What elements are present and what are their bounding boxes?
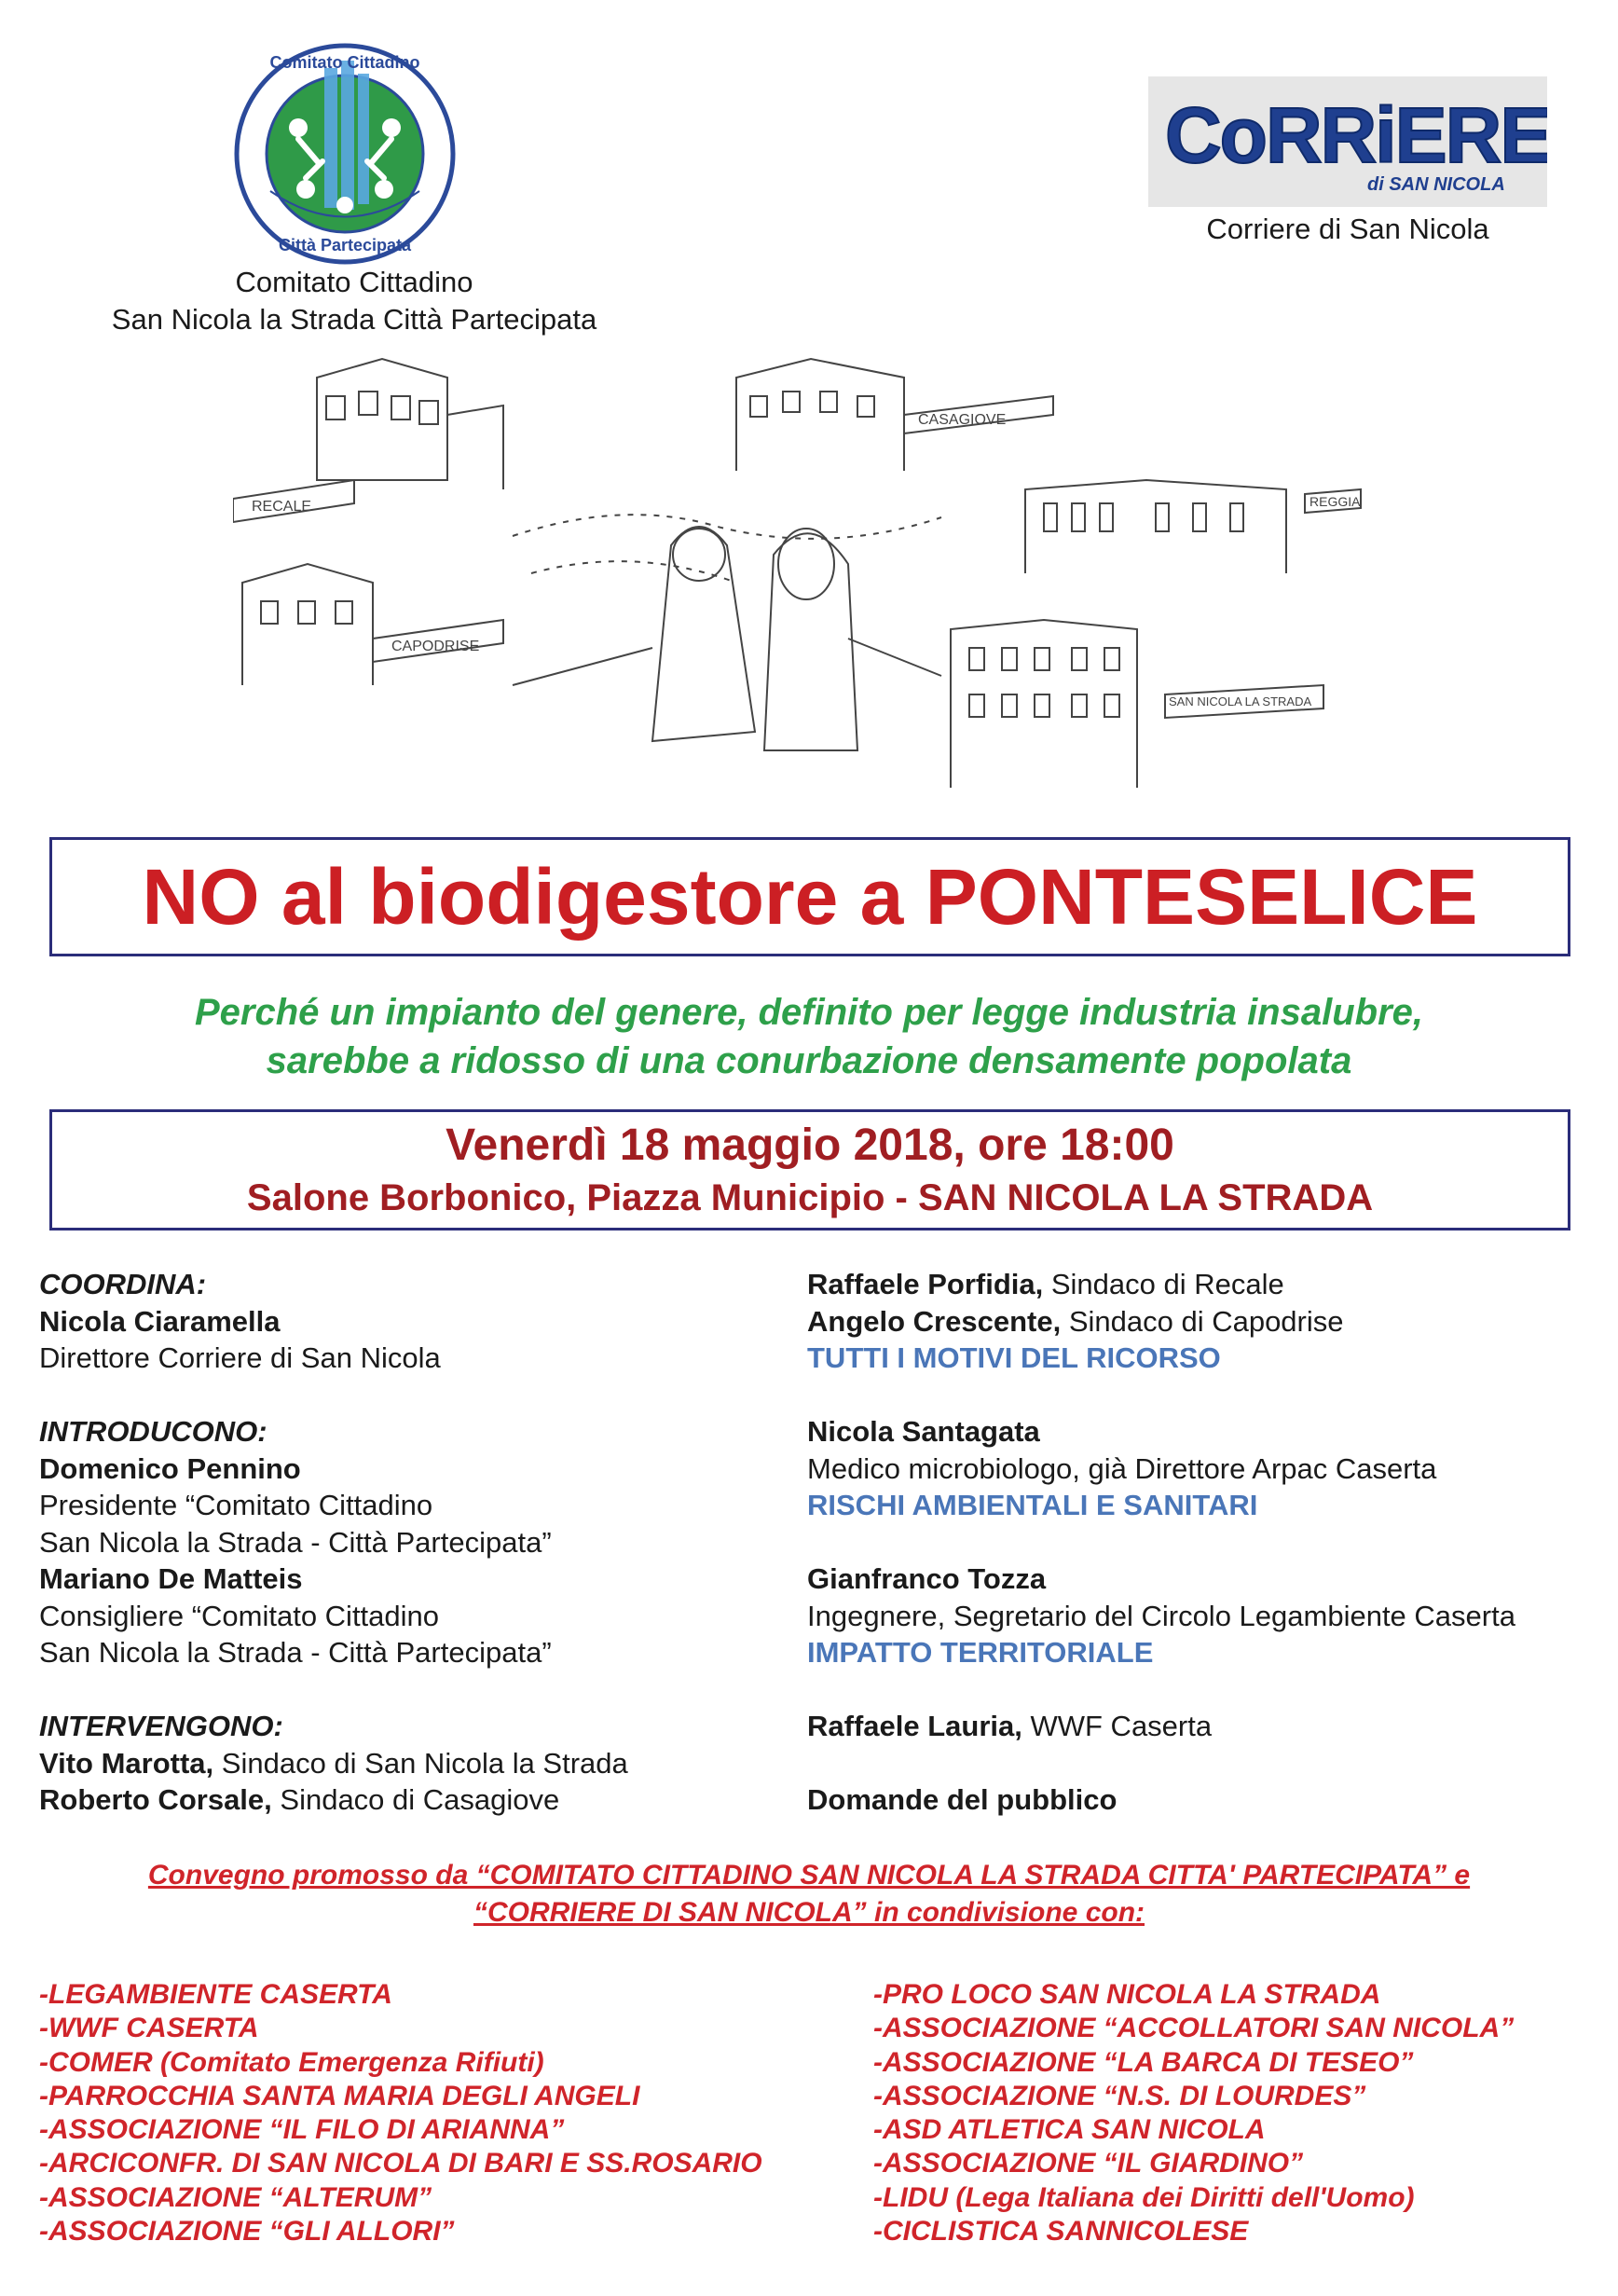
subtitle-line1: Perché un impianto del genere, definito per legge industria insalubre,: [194, 992, 1424, 1033]
comitato-cittadino-logo: [233, 42, 457, 266]
left-caption-line2: San Nicola la Strada Città Partecipata: [111, 303, 597, 336]
int2-name: Roberto Corsale,: [39, 1783, 272, 1816]
intro2-role2: San Nicola la Strada - Città Partecipata”: [39, 1636, 552, 1669]
speaker-line: [807, 1266, 1590, 1303]
sign-casagiove: CASAGIOVE: [918, 412, 1007, 428]
title-no: NO: [142, 852, 260, 941]
list-item: -WWF CASERTA: [39, 2013, 259, 2044]
closing-text: Domande del pubblico: [807, 1783, 1118, 1816]
list-item: -COMER (Comitato Emergenza Rifiuti): [39, 2046, 544, 2078]
left-logo-caption: [56, 264, 652, 338]
speaker-line: [807, 1708, 1590, 1745]
list-item: -ASSOCIAZIONE “ALTERUM”: [39, 2181, 432, 2213]
sp4-role: Ingegnere, Segretario del Circolo Legambiente Caserta: [807, 1599, 1515, 1632]
promo-line2: “CORRIERE DI SAN NICOLA” in condivisione con:: [473, 1897, 1145, 1928]
promo-text: [0, 1857, 1618, 1932]
list-item: -ASSOCIAZIONE “GLI ALLORI”: [39, 2216, 455, 2248]
intro1-role2: San Nicola la Strada - Città Partecipata”: [39, 1525, 552, 1559]
left-caption-line1: Comitato Cittadino: [235, 266, 473, 298]
right-logo-caption: Corriere di San Nicola: [1206, 213, 1489, 245]
sp2-role: Sindaco di Capodrise: [1061, 1304, 1344, 1338]
title-ponteselice: PONTESELICE: [925, 852, 1478, 941]
topic-ricorso: TUTTI I MOTIVI DEL RICORSO: [807, 1341, 1221, 1374]
sp5-role: WWF Caserta: [1022, 1710, 1213, 1742]
svg-text:CoRRiERE: CoRRiERE: [1165, 91, 1547, 179]
coordina-name: Nicola Ciaramella: [39, 1304, 281, 1338]
sp1-role: Sindaco di Recale: [1043, 1268, 1284, 1300]
corriere-logo: [1148, 76, 1547, 207]
coordina-label: COORDINA:: [39, 1268, 207, 1300]
list-item: -PRO LOCO SAN NICOLA LA STRADA: [873, 1979, 1381, 2010]
svg-text:di SAN NICOLA: di SAN NICOLA: [1367, 174, 1505, 195]
list-item: -CICLISTICA SANNICOLESE: [873, 2216, 1249, 2248]
intro2-name: Mariano De Matteis: [39, 1562, 303, 1595]
list-item: -PARROCCHIA SANTA MARIA DEGLI ANGELI: [39, 2080, 640, 2111]
list-item: -ASSOCIAZIONE “ACCOLLATORI SAN NICOLA”: [873, 2013, 1515, 2044]
list-item: -LIDU (Lega Italiana dei Diritti dell'Uomo): [873, 2181, 1415, 2213]
sp3-name: Nicola Santagata: [807, 1415, 1040, 1448]
subtitle-line2: sarebbe a ridosso di una conurbazione densamente popolata: [266, 1040, 1352, 1081]
int1-name: Vito Marotta,: [39, 1746, 214, 1780]
svg-text:Comitato Cittadino: Comitato Cittadino: [269, 53, 420, 72]
sign-recale: RECALE: [252, 499, 312, 515]
introducono-label: INTRODUCONO:: [39, 1415, 267, 1448]
sp2-name: Angelo Crescente,: [807, 1304, 1062, 1338]
title-middle: al biodigestore a: [259, 852, 926, 941]
title-box: [49, 837, 1570, 956]
sp5-name: Raffaele Lauria,: [807, 1710, 1022, 1742]
int1-role: Sindaco di San Nicola la Strada: [213, 1746, 628, 1780]
sign-san-nicola: SAN NICOLA LA STRADA: [1169, 694, 1312, 708]
sp3-role: Medico microbiologo, già Direttore Arpac Caserta: [807, 1451, 1437, 1485]
program-left-column: [39, 1266, 785, 1819]
subtitle: [0, 988, 1618, 1085]
event-datetime: Venerdì 18 maggio 2018, ore 18:00: [446, 1121, 1174, 1170]
speaker-line: [39, 1745, 785, 1782]
promo-line1: Convegno promosso da “COMITATO CITTADINO SAN NICOLA LA STRADA CITTA' PARTECIPATA” e: [147, 1860, 1471, 1890]
intro1-name: Domenico Pennino: [39, 1451, 301, 1485]
topic-rischi: RISCHI AMBIENTALI E SANITARI: [807, 1489, 1258, 1521]
coordina-role: Direttore Corriere di San Nicola: [39, 1341, 441, 1374]
intro2-role1: Consigliere “Comitato Cittadino: [39, 1599, 440, 1632]
list-item: -ASSOCIAZIONE “N.S. DI LOURDES”: [873, 2080, 1366, 2111]
speaker-line: [807, 1303, 1590, 1340]
intro1-role1: Presidente “Comitato Cittadino: [39, 1489, 433, 1521]
speaker-line: [39, 1781, 785, 1819]
topic-impatto: IMPATTO TERRITORIALE: [807, 1636, 1154, 1669]
event-box: [49, 1109, 1570, 1230]
sign-reggia: REGGIA: [1309, 494, 1361, 509]
list-item: -ASSOCIAZIONE “IL FILO DI ARIANNA”: [39, 2114, 565, 2146]
intervengono-label: INTERVENGONO:: [39, 1710, 283, 1742]
list-item: -ARCICONFR. DI SAN NICOLA DI BARI E SS.ROSARIO: [39, 2148, 762, 2179]
svg-text:Città Partecipata: Città Partecipata: [278, 236, 412, 254]
sign-capodrise: CAPODRISE: [391, 639, 480, 654]
sp1-name: Raffaele Porfidia,: [807, 1268, 1044, 1300]
program-right-column: [807, 1266, 1590, 1819]
main-title: [143, 852, 1478, 942]
list-item: -ASSOCIAZIONE “IL GIARDINO”: [873, 2148, 1304, 2179]
list-item: -ASSOCIAZIONE “LA BARCA DI TESEO”: [873, 2046, 1414, 2078]
int2-role: Sindaco di Casagiove: [271, 1783, 560, 1816]
list-item: -LEGAMBIENTE CASERTA: [39, 1979, 392, 2010]
town-sketch-illustration: [233, 340, 1384, 816]
event-location: Salone Borbonico, Piazza Municipio - SAN NICOLA LA STRADA: [246, 1177, 1374, 1218]
partners-right-list: [873, 1978, 1600, 2248]
list-item: -ASD ATLETICA SAN NICOLA: [873, 2114, 1266, 2146]
sp4-name: Gianfranco Tozza: [807, 1562, 1047, 1595]
partners-left-list: [39, 1978, 859, 2248]
